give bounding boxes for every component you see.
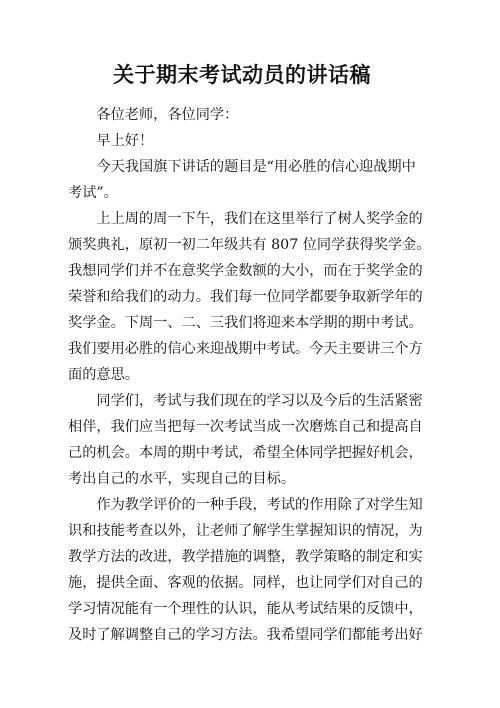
body-line: 同学们，考试与我们现在的学习以及今后的生活紧密 [68,393,423,409]
document-title: 关于期末考试动员的讲话稿 [113,63,371,87]
body-line: 考出自己的水平，实现自己的目标。 [68,471,296,487]
body-line: 我想同学们并不在意奖学金数额的大小，而在于奖学金的 [68,263,423,279]
body-line: 学习情况能有一个理性的认识，能从考试结果的反馈中， [68,601,423,617]
body-line: 早上好！ [68,133,154,149]
body-line: 相伴，我们应当把每一次考试当成一次磨炼自己和提高自 [68,419,423,435]
body-line: 及时了解调整自己的学习方法。我希望同学们都能考出好 [68,627,423,643]
body-line: 己的机会。本周的期中考试，希望全体同学把握好机会， [68,445,423,461]
body-line: 面的意思。 [68,367,139,383]
body-line: 考试”。 [68,185,118,201]
body-line: 奖学金。下周一、二、三我们将迎来本学期的期中考试。 [68,315,423,331]
body-line: 各位老师，各位同学： [68,107,239,123]
body-line: 荣誉和给我们的动力。我们每一位同学都要争取新学年的 [68,289,423,305]
body-line: 颁奖典礼，原初一初二年级共有 807 位同学获得奖学金。 [68,237,431,253]
body-line: 我们要用必胜的信心来迎战期中考试。今天主要讲三个方 [68,341,423,357]
body-line: 今天我国旗下讲话的题目是“用必胜的信心迎战期中 [68,159,416,175]
body-line: 作为教学评价的一种手段，考试的作用除了对学生知 [68,497,423,513]
document-body [68,102,431,648]
body-line: 教学方法的改进，教学措施的调整，教学策略的制定和实 [68,549,423,565]
body-line: 上上周的周一下午，我们在这里举行了树人奖学金的 [68,211,423,227]
body-line: 识和技能考查以外，让老师了解学生掌握知识的情况，为 [68,523,423,539]
body-line: 施，提供全面、客观的依据。同样，也让同学们对自己的 [68,575,423,591]
